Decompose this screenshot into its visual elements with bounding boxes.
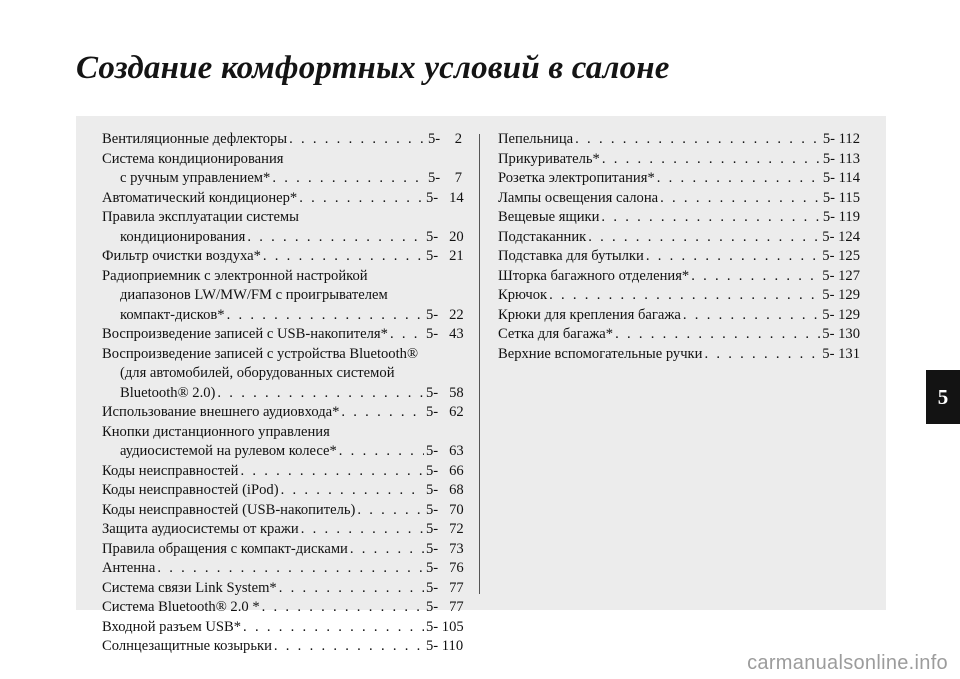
dot-leader [601, 208, 820, 228]
dot-leader [704, 345, 820, 365]
toc-entry-page: 5- 124 [822, 228, 860, 245]
toc-entry-line [102, 247, 462, 267]
toc-entry[interactable] [102, 481, 462, 501]
toc-entry-page: 5- 112 [822, 131, 860, 147]
toc-entry[interactable] [102, 598, 462, 618]
dot-leader [341, 403, 424, 423]
toc-entry-label: Розетка электропитания* [498, 170, 655, 186]
toc-entry-label: Сетка для багажа* [498, 326, 614, 342]
toc-entry-page: 5- 77 [426, 579, 464, 596]
toc-entry-line [498, 286, 860, 306]
toc-entry-label: Правила эксплуатации системы [102, 209, 299, 225]
toc-entry[interactable] [102, 208, 462, 247]
toc-entry[interactable] [102, 501, 462, 521]
toc-entry-line [102, 306, 462, 326]
dot-leader [575, 130, 820, 150]
toc-entry[interactable] [498, 286, 860, 306]
toc-entry-line [498, 150, 860, 170]
dot-leader [263, 247, 424, 267]
toc-entry[interactable] [498, 130, 860, 150]
toc-entry-line [498, 306, 860, 326]
toc-entry-label: аудиосистемой на рулевом колесе* [120, 443, 337, 459]
toc-entry-page: 5- 76 [426, 560, 464, 576]
toc-entry[interactable] [498, 150, 860, 170]
toc-entry-line [102, 501, 462, 521]
toc-entry-line [102, 150, 462, 170]
toc-entry-line [498, 130, 860, 150]
toc-entry[interactable] [102, 130, 462, 150]
toc-left-column [102, 130, 462, 657]
toc-entry-line [102, 403, 462, 423]
toc-entry-page: 5- 62 [426, 404, 464, 420]
toc-entry-line [102, 364, 462, 384]
dot-leader [691, 267, 820, 287]
dot-leader [357, 501, 424, 521]
toc-entry-page: 5- 125 [822, 248, 860, 264]
dot-leader [683, 306, 820, 326]
toc-entry-label: Bluetooth® 2.0) [120, 384, 216, 401]
toc-entry-line [498, 189, 860, 209]
toc-entry-label: Входной разъем USB* [102, 618, 242, 635]
toc-entry[interactable] [498, 189, 860, 209]
toc-entry-line [102, 637, 462, 657]
toc-entry-page: 5- 129 [822, 306, 860, 323]
toc-entry-page: 5- 14 [426, 189, 464, 206]
toc-entry-label: компакт-дисков* [120, 306, 225, 323]
toc-entry-line [102, 384, 462, 404]
toc-entry-label: Лампы освещения салона [498, 189, 659, 206]
toc-entry-line [498, 247, 860, 267]
toc-entry-line [102, 325, 462, 345]
toc-entry[interactable] [102, 462, 462, 482]
toc-entry-label: Радиоприемник с электронной настройкой [102, 267, 368, 284]
toc-entry-line [102, 423, 462, 443]
toc-entry-page: 5- 20 [426, 228, 464, 245]
toc-entry-line [498, 345, 860, 365]
toc-entry-line [102, 286, 462, 306]
toc-entry-page: 5- 2 [427, 131, 462, 147]
toc-entry-line [102, 481, 462, 501]
dot-leader [247, 228, 424, 248]
dot-leader [272, 169, 424, 189]
toc-entry-label: Фильтр очистки воздуха* [102, 248, 261, 264]
dot-leader [615, 325, 820, 345]
toc-entry[interactable] [102, 189, 462, 209]
toc-entry-page: 5- 58 [426, 384, 464, 401]
toc-entry-label: Воспроизведение записей с устройства Bluetooth® [102, 345, 419, 362]
toc-entry-page: 5- 119 [822, 209, 860, 225]
chapter-tab[interactable]: 5 [926, 370, 960, 424]
toc-entry-page: 5- 130 [822, 326, 860, 342]
dot-leader [240, 462, 424, 482]
dot-leader [243, 618, 424, 638]
toc-entry-page: 5- 70 [426, 501, 464, 518]
toc-entry-label: Коды неисправностей (USB-накопитель) [102, 501, 356, 518]
toc-entry-label: (для автомобилей, оборудованных системой [120, 365, 395, 381]
toc-entry-page: 5- 22 [426, 306, 464, 323]
toc-entry-label: Система Bluetooth® 2.0 * [102, 599, 260, 615]
toc-entry-label: Пепельница [498, 131, 574, 147]
toc-entry-label: Использование внешнего аудиовхода* [102, 404, 340, 420]
dot-leader [301, 520, 424, 540]
toc-entry-line [102, 208, 462, 228]
toc-entry-label: Прикуриватель* [498, 150, 600, 167]
toc-entry-label: Вещевые ящики [498, 209, 600, 225]
toc-entry-label: Воспроизведение записей с USB-накопителя* [102, 326, 388, 342]
toc-entry[interactable] [102, 247, 462, 267]
toc-entry-line [498, 169, 860, 189]
dot-leader [157, 559, 424, 579]
toc-entry-line [102, 228, 462, 248]
dot-leader [279, 579, 424, 599]
toc-entry-label: Солнцезащитные козырьки [102, 638, 272, 654]
toc-entry-page: 5- 113 [822, 150, 860, 167]
toc-entry-line [102, 540, 462, 560]
toc-entry-label: Коды неисправностей (iPod) [102, 482, 279, 498]
toc-entry[interactable] [498, 325, 860, 345]
toc-entry-page: 5- 7 [427, 170, 462, 186]
toc-entry-line [498, 228, 860, 248]
toc-entry-line [102, 462, 462, 482]
toc-entry-line [102, 189, 462, 209]
toc-entry[interactable] [498, 267, 860, 287]
toc-entry-label: Крючок [498, 287, 548, 303]
page-title: Создание комфортных условий в салоне [76, 50, 670, 86]
toc-entry[interactable] [498, 247, 860, 267]
toc-entry-line [102, 130, 462, 150]
toc-entry-line [498, 208, 860, 228]
toc-entry-page: 5- 73 [426, 540, 464, 557]
toc-entry-label: Система кондиционирования [102, 150, 284, 167]
toc-entry[interactable] [102, 150, 462, 189]
toc-entry-line [102, 345, 462, 365]
toc-entry-line [102, 598, 462, 618]
toc-entry-page: 5- 115 [822, 189, 860, 206]
toc-entry-label: Автоматический кондиционер* [102, 189, 298, 206]
toc-entry-line [498, 325, 860, 345]
toc-entry-label: Коды неисправностей [102, 462, 239, 479]
toc-entry-line [102, 442, 462, 462]
toc-entry-line [102, 520, 462, 540]
toc-entry-label: Вентиляционные дефлекторы [102, 131, 288, 147]
toc-entry-label: Кнопки дистанционного управления [102, 423, 330, 440]
toc-entry-line [102, 559, 462, 579]
dot-leader [274, 637, 424, 657]
dot-leader [588, 228, 820, 248]
toc-entry-label: Подставка для бутылки [498, 248, 644, 264]
toc-entry[interactable] [102, 520, 462, 540]
toc-entry[interactable] [102, 540, 462, 560]
toc-entry-page: 5- 129 [822, 287, 860, 303]
toc-entry[interactable] [498, 208, 860, 228]
toc-entry-label: Защита аудиосистемы от кражи [102, 521, 299, 537]
toc-entry-page: 5- 127 [822, 267, 860, 284]
toc-right-column [498, 130, 860, 364]
toc-panel [76, 116, 886, 654]
dot-leader [339, 442, 424, 462]
toc-entry-page: 5- 110 [426, 638, 464, 654]
toc-entry[interactable] [102, 325, 462, 345]
toc-entry[interactable] [102, 423, 462, 462]
dot-leader [299, 189, 424, 209]
toc-entry-label: Верхние вспомогательные ручки [498, 345, 703, 362]
toc-entry[interactable] [498, 228, 860, 248]
dot-leader [549, 286, 820, 306]
toc-entry-label: Подстаканник [498, 228, 587, 245]
dot-leader [602, 150, 820, 170]
toc-entry[interactable] [102, 579, 462, 599]
toc-entry[interactable] [498, 345, 860, 365]
toc-entry[interactable] [102, 637, 462, 657]
toc-entry-page: 5- 77 [426, 599, 464, 615]
toc-entry-page: 5- 131 [822, 345, 860, 362]
toc-entry[interactable] [102, 403, 462, 423]
toc-entry-page: 5- 43 [426, 326, 464, 342]
toc-entry-page: 5- 63 [426, 443, 464, 459]
toc-entry-page: 5- 105 [426, 618, 464, 635]
toc-entry-page: 5- 21 [426, 248, 464, 264]
dot-leader [660, 189, 820, 209]
dot-leader [227, 306, 424, 326]
toc-entry[interactable] [102, 618, 462, 638]
toc-entry-line [102, 169, 462, 189]
toc-entry-label: кондиционирования [120, 228, 246, 245]
dot-leader [350, 540, 424, 560]
toc-entry-line [498, 267, 860, 287]
toc-entry-line [102, 579, 462, 599]
toc-entry-page: 5- 68 [426, 482, 464, 498]
toc-entry-label: Шторка багажного отделения* [498, 267, 690, 284]
toc-entry[interactable] [102, 345, 462, 404]
watermark: carmanualsonline.info [747, 652, 948, 674]
toc-entry[interactable] [102, 559, 462, 579]
dot-leader [289, 130, 424, 150]
toc-entry-label: Правила обращения с компакт-дисками [102, 540, 348, 557]
dot-leader [657, 169, 820, 189]
toc-entry-label: с ручным управлением* [120, 170, 271, 186]
dot-leader [390, 325, 424, 345]
toc-entry[interactable] [102, 267, 462, 326]
toc-entry-line [102, 267, 462, 287]
toc-entry[interactable] [498, 169, 860, 189]
toc-entry[interactable] [498, 306, 860, 326]
column-divider [479, 134, 480, 594]
dot-leader [262, 598, 424, 618]
toc-entry-label: Система связи Link System* [102, 579, 277, 596]
toc-entry-label: Антенна [102, 560, 156, 576]
toc-entry-page: 5- 72 [426, 521, 464, 537]
dot-leader [217, 384, 424, 404]
toc-entry-page: 5- 114 [822, 170, 860, 186]
toc-entry-label: Крюки для крепления багажа [498, 306, 681, 323]
dot-leader [281, 481, 424, 501]
toc-entry-label: диапазонов LW/MW/FM с проигрывателем [120, 287, 388, 303]
dot-leader [646, 247, 820, 267]
toc-entry-page: 5- 66 [426, 462, 464, 479]
toc-entry-line [102, 618, 462, 638]
